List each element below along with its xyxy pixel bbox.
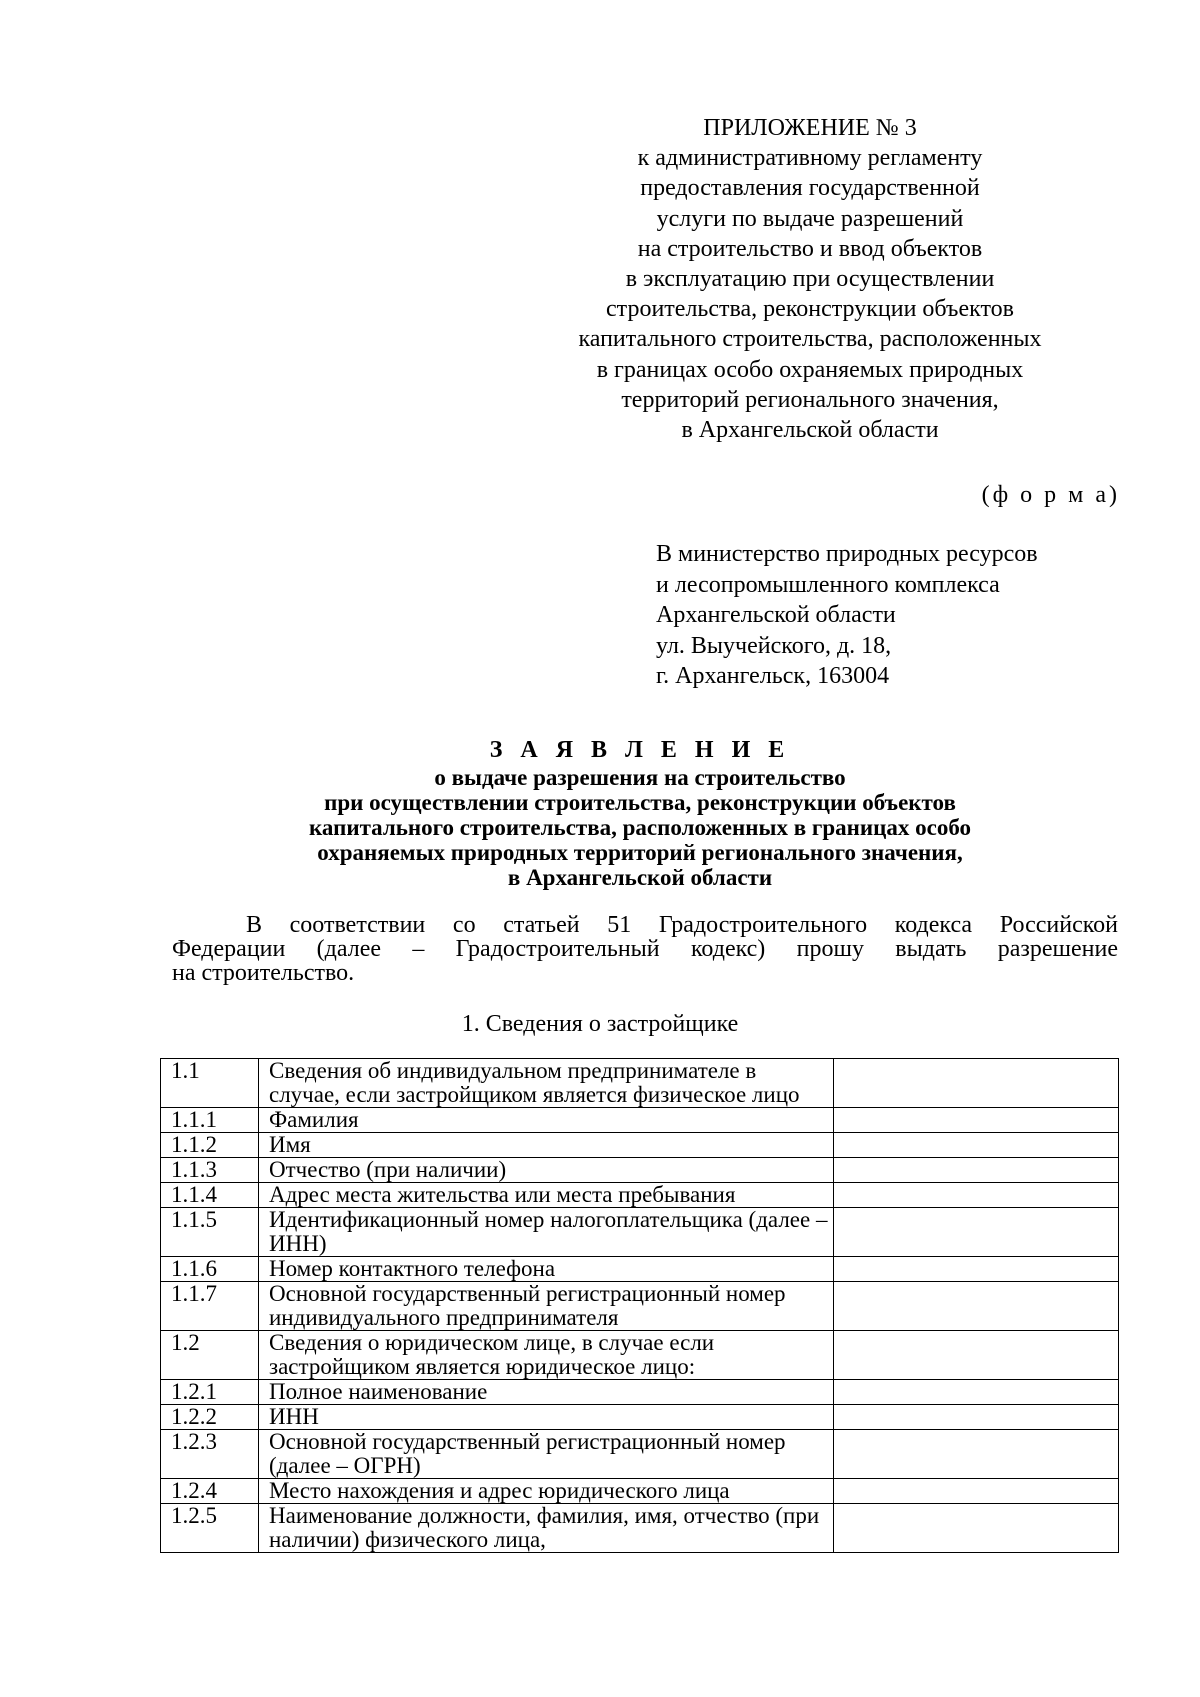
row-value-field[interactable] (834, 1479, 1119, 1504)
table-row (161, 1108, 1119, 1133)
row-number: 1.2.5 (161, 1504, 259, 1553)
developer-info-table (160, 1058, 1119, 1553)
table-row (161, 1331, 1119, 1380)
row-label: Номер контактного телефона (259, 1257, 834, 1282)
appendix-line: территорий регионального значения, (621, 386, 999, 413)
addressee-line: В министерство природных ресурсов (656, 541, 1038, 567)
row-value-field[interactable] (834, 1430, 1119, 1479)
table-row (161, 1158, 1119, 1183)
row-number: 1.1.7 (161, 1282, 259, 1331)
row-number: 1.1.5 (161, 1208, 259, 1257)
appendix-line: к административному регламенту (637, 145, 983, 172)
title-line: охраняемых природных территорий регионального значения, (317, 840, 963, 865)
table-row (161, 1282, 1119, 1331)
title-line: о выдаче разрешения на строительство (434, 765, 846, 790)
appendix-line: капитального строительства, расположенных (578, 326, 1042, 353)
row-number: 1.1.1 (161, 1108, 259, 1133)
appendix-line: строительства, реконструкции объектов (606, 296, 1014, 323)
appendix-line: на строительство и ввод объектов (637, 235, 983, 262)
table-row (161, 1183, 1119, 1208)
table-row (161, 1504, 1119, 1553)
row-label: Сведения об индивидуальном предпринимателе в случае, если застройщиком является физическое лицо (259, 1059, 834, 1108)
section-title: 1. Сведения о застройщике (461, 1011, 739, 1037)
row-label: ИНН (259, 1405, 834, 1430)
title-line: капитального строительства, расположенных в границах особо (308, 815, 972, 840)
row-number: 1.2.1 (161, 1380, 259, 1405)
appendix-line: ПРИЛОЖЕНИЕ № 3 (703, 115, 917, 141)
form-label: (ф о р м а) (981, 482, 1120, 508)
appendix-line: в эксплуатацию при осуществлении (625, 266, 995, 293)
row-number: 1.1 (161, 1059, 259, 1108)
row-value-field[interactable] (834, 1108, 1119, 1133)
row-label: Полное наименование (259, 1380, 834, 1405)
row-number: 1.2.2 (161, 1405, 259, 1430)
table-row (161, 1208, 1119, 1257)
addressee-line: ул. Выучейского, д. 18, (656, 632, 892, 659)
row-value-field[interactable] (834, 1405, 1119, 1430)
row-number: 1.2.4 (161, 1479, 259, 1504)
row-label: Идентификационный номер налогоплательщика (далее – ИНН) (259, 1208, 834, 1257)
row-value-field[interactable] (834, 1183, 1119, 1208)
row-value-field[interactable] (834, 1504, 1119, 1553)
appendix-line: в Архангельской области (681, 417, 939, 444)
row-value-field[interactable] (834, 1331, 1119, 1380)
title-line: в Архангельской области (507, 865, 773, 890)
row-number: 1.1.3 (161, 1158, 259, 1183)
table-row (161, 1133, 1119, 1158)
appendix-line: предоставления государственной (640, 175, 980, 202)
row-value-field[interactable] (834, 1208, 1119, 1257)
table-row (161, 1257, 1119, 1282)
addressee-line: Архангельской области (656, 602, 896, 628)
title-heading: З А Я В Л Е Н И Е (489, 737, 791, 763)
table-row (161, 1479, 1119, 1504)
row-label: Имя (259, 1133, 834, 1158)
appendix-line: в границах особо охраняемых природных (596, 356, 1024, 383)
row-label: Фамилия (259, 1108, 834, 1133)
row-value-field[interactable] (834, 1257, 1119, 1282)
table-row (161, 1405, 1119, 1430)
body-line: В соответствии со статьей 51 Градостроительного кодекса Российской (246, 912, 1118, 938)
row-label: Наименование должности, фамилия, имя, отчество (при наличии) физического лица, (259, 1504, 834, 1553)
table-row (161, 1430, 1119, 1479)
body-paragraph (172, 913, 1118, 985)
row-number: 1.1.2 (161, 1133, 259, 1158)
row-label: Адрес места жительства или места пребывания (259, 1183, 834, 1208)
appendix-line: услуги по выдаче разрешений (656, 205, 964, 232)
row-number: 1.1.6 (161, 1257, 259, 1282)
row-value-field[interactable] (834, 1133, 1119, 1158)
table-row (161, 1059, 1119, 1108)
body-line: Федерации (далее – Градостроительный кодекс) прошу выдать разрешение (172, 936, 1118, 962)
table-row (161, 1380, 1119, 1405)
body-line: на строительство. (172, 960, 355, 986)
row-label: Сведения о юридическом лице, в случае если застройщиком является юридическое лицо: (259, 1331, 834, 1380)
row-value-field[interactable] (834, 1158, 1119, 1183)
addressee-block (656, 539, 1038, 692)
row-value-field[interactable] (834, 1059, 1119, 1108)
addressee-line: г. Архангельск, 163004 (656, 663, 890, 689)
row-number: 1.2.3 (161, 1430, 259, 1479)
addressee-line: и лесопромышленного комплекса (656, 571, 1000, 598)
row-label: Основной государственный регистрационный номер (далее – ОГРН) (259, 1430, 834, 1479)
row-number: 1.1.4 (161, 1183, 259, 1208)
document-title (160, 738, 1120, 890)
row-value-field[interactable] (834, 1380, 1119, 1405)
appendix-header (560, 113, 1060, 445)
title-line: при осуществлении строительства, реконструкции объектов (324, 790, 956, 815)
row-label: Отчество (при наличии) (259, 1158, 834, 1183)
row-label: Основной государственный регистрационный номер индивидуального предпринимателя (259, 1282, 834, 1331)
row-label: Место нахождения и адрес юридического лица (259, 1479, 834, 1504)
row-value-field[interactable] (834, 1282, 1119, 1331)
row-number: 1.2 (161, 1331, 259, 1380)
